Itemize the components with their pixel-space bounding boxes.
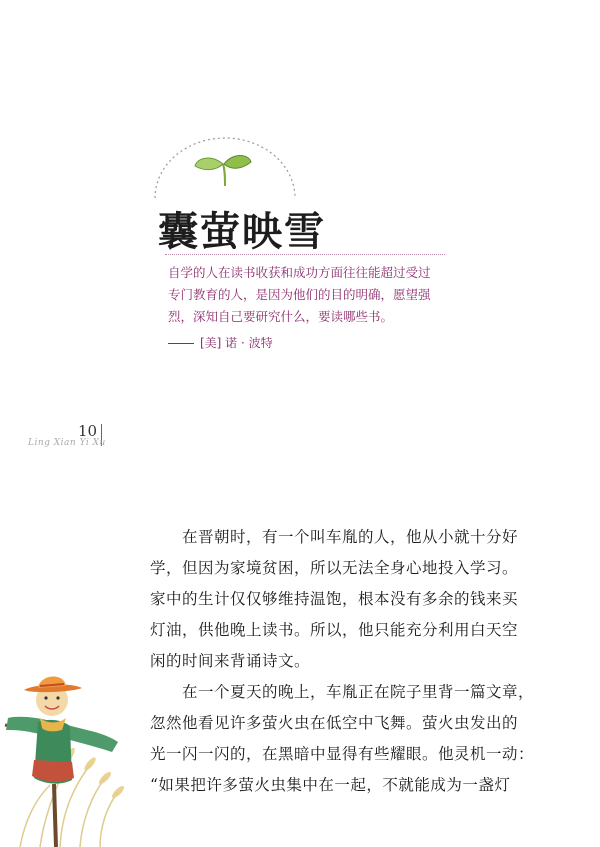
quote-line: 烈，深知自己要研究什么，要读哪些书。 [168, 309, 394, 324]
title-divider [165, 254, 445, 255]
quote-line: 专门教育的人，是因为他们的目的明确，愿望强 [168, 287, 431, 302]
body-line: 灯油，供他晚上读书。所以，他只能充分利用白天空 [150, 621, 519, 639]
scarecrow-illustration [0, 660, 130, 847]
sprout-icon [195, 156, 251, 187]
running-head: Ling Xian Yi Xu [28, 438, 106, 448]
page-number: 10 [78, 422, 98, 440]
body-line: 学，但因为家境贫困，所以无法全身心地投入学习。 [150, 559, 519, 577]
body-line: 忽然他看见许多萤火虫在低空中飞舞。萤火虫发出的 [150, 714, 519, 732]
author-name: [美] 诺 · 波特 [200, 336, 273, 350]
body-text [150, 522, 540, 801]
author-dash [168, 343, 194, 344]
body-line: “如果把许多萤火虫集中在一起，不就能成为一盏灯 [150, 776, 511, 794]
page-title: 囊萤映雪 [158, 208, 326, 255]
body-line: 闲的时间来背诵诗文。 [150, 652, 311, 670]
body-line: 在晋朝时，有一个叫车胤的人，他从小就十分好 [150, 528, 519, 546]
body-line: 家中的生计仅仅够维持温饱，根本没有多余的钱来买 [150, 590, 519, 608]
body-line: 在一个夏天的晚上，车胤正在院子里背一篇文章， [150, 683, 535, 701]
epigraph-quote [168, 262, 458, 328]
body-line: 光一闪一闪的，在黑暗中显得有些耀眼。他灵机一动： [150, 745, 535, 763]
quote-line: 自学的人在读书收获和成功方面往往能超过受过 [168, 265, 431, 280]
quote-author [168, 334, 273, 351]
